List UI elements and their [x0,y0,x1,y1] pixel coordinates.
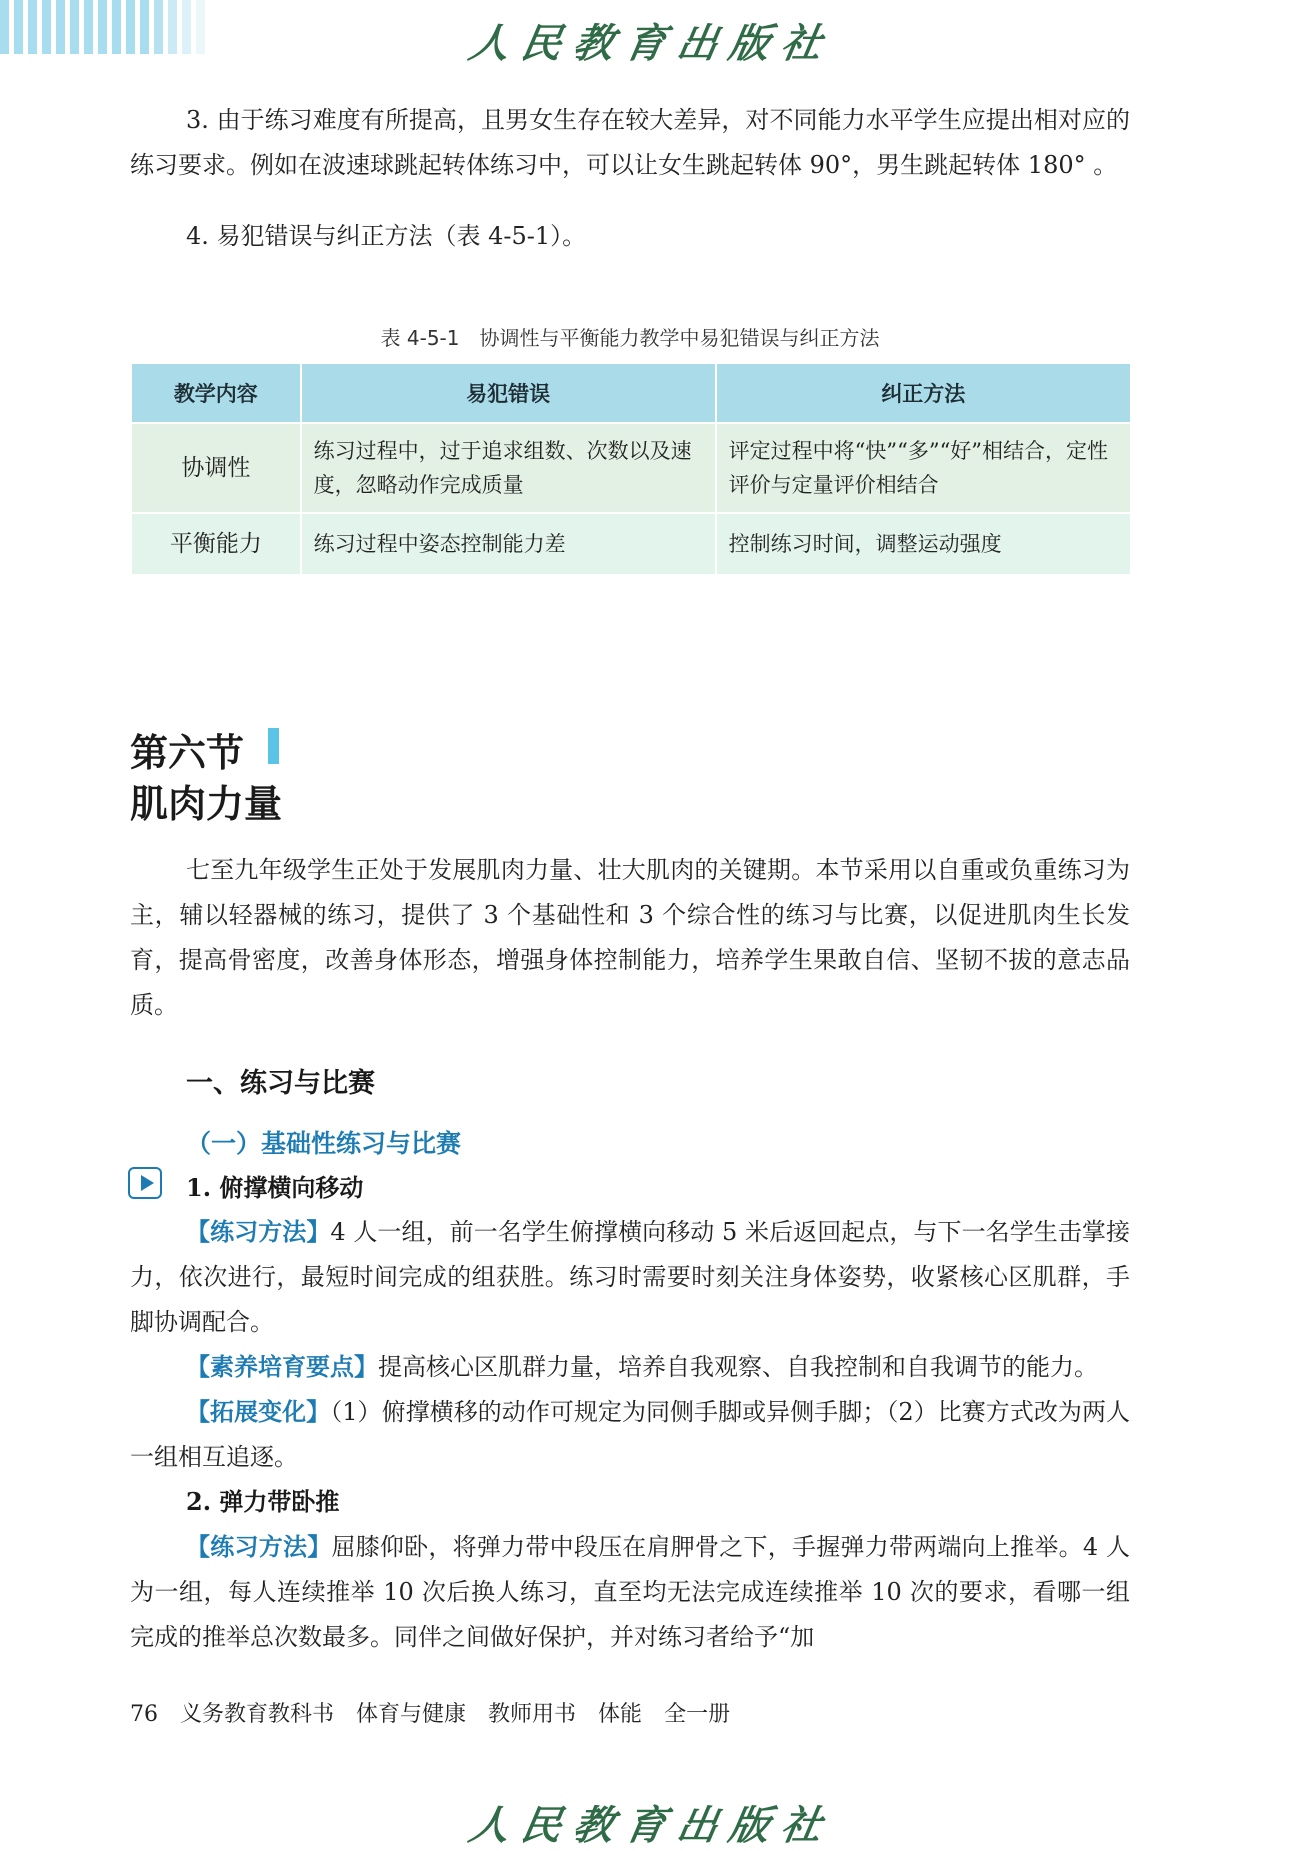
table-header-row [132,364,1130,422]
publisher-logo-bottom: 人民教育出版社 [465,1802,838,1849]
paragraph-3: 3. 由于练习难度有所提高，且男女生存在较大差异，对不同能力水平学生应提出相对应的练习要求。例如在波速球跳起转体练习中，可以让女生跳起转体 90°，男生跳起转体 180° 。 [130,106,1130,179]
header-decoration-stripes [0,0,250,54]
section-intro: 七至九年级学生正处于发展肌肉力量、壮大肌肉的关键期。本节采用以自重或负重练习为主，辅以轻器械的练习，提供了 3 个基础性和 3 个综合性的练习与比赛，以促进肌肉生长发育，提高骨密度，改善身体形态，增强身体控制能力，培养学生果敢自信、坚韧不拔的意志品质。 [130,856,1130,1019]
literacy-tag: 【素养培育要点】 [186,1352,378,1381]
header-fix: 纠正方法 [717,364,1130,422]
cell-content: 协调性 [132,422,300,512]
section-title: 肌肉力量 [130,781,283,826]
heading-practice-competition: 一、练习与比赛 [186,1068,375,1099]
extension-tag: 【拓展变化】 [186,1397,331,1426]
heading-basic-practice: （一）基础性练习与比赛 [186,1129,462,1158]
cell-error: 练习过程中，过于追求组数、次数以及速度，忽略动作完成质量 [302,422,715,512]
exercise-1-method [130,1209,1130,1345]
exercise-1-extension [130,1389,1130,1480]
footer-subject: 体育与健康 [356,1702,467,1727]
section-marker-bar [268,728,279,764]
method-text: 屈膝仰卧，将弹力带中段压在肩胛骨之下，手握弹力带两端向上推举。4 人为一组，每人连续推举 10 次后换人练习，直至均无法完成连续推举 10 次的要求，看哪一组完成的推举总次数最多。同伴之间做好保护，并对练习者给予“加 [130,1533,1130,1651]
table-row [132,422,1130,512]
header-error: 易犯错误 [302,364,715,422]
cell-fix: 评定过程中将“快”“多”“好”相结合，定性评价与定量评价相结合 [717,422,1130,512]
table-row [132,512,1130,574]
error-correction-table [130,364,1132,574]
footer-series: 义务教育教科书 [180,1702,335,1727]
cell-fix: 控制练习时间，调整运动强度 [717,512,1130,574]
page-footer [130,1697,752,1728]
paragraph-4: 4. 易犯错误与纠正方法（表 4-5-1）。 [186,222,587,250]
publisher-logo-top: 人民教育出版社 [465,20,838,67]
method-tag: 【练习方法】 [186,1532,332,1561]
footer-volume: 全一册 [664,1702,731,1727]
exercise-2-method [130,1524,1130,1660]
exercise-1-title: 1. 俯撑横向移动 [186,1173,364,1202]
table-caption: 表 4-5-1 协调性与平衡能力教学中易犯错误与纠正方法 [380,326,880,350]
header-content: 教学内容 [132,364,300,422]
method-text: 4 人一组，前一名学生俯撑横向移动 5 米后返回起点，与下一名学生击掌接力，依次进行，最短时间完成的组获胜。练习时需要时刻关注身体姿势，收紧核心区肌群，手脚协调配合。 [130,1218,1130,1336]
section-label: 第六节 [130,730,245,775]
exercise-2-title: 2. 弹力带卧推 [186,1487,340,1516]
extension-text: （1）俯撑横移的动作可规定为同侧手脚或异侧手脚；（2）比赛方式改为两人一组相互追逐。 [130,1398,1130,1471]
footer-topic: 体能 [598,1702,643,1727]
play-video-icon[interactable] [128,1167,162,1199]
exercise-1-literacy [130,1344,1130,1390]
cell-error: 练习过程中姿态控制能力差 [302,512,715,574]
method-tag: 【练习方法】 [186,1217,331,1246]
footer-book: 教师用书 [488,1702,577,1727]
literacy-text: 提高核心区肌群力量，培养自我观察、自我控制和自我调节的能力。 [378,1353,1098,1381]
cell-content: 平衡能力 [132,512,300,574]
page-number: 76 [130,1702,158,1727]
